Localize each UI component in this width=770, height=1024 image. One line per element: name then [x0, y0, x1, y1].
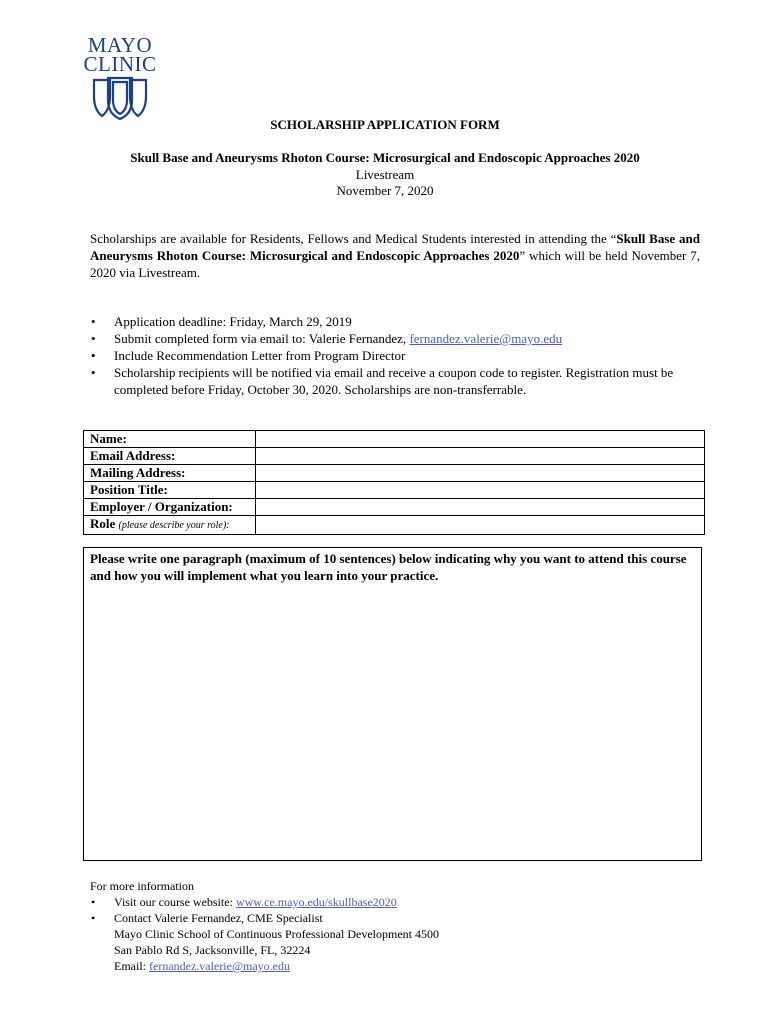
- table-row: [84, 448, 705, 465]
- form-title: SCHOLARSHIP APPLICATION FORM: [270, 117, 500, 132]
- website-label: Visit our course website:: [114, 895, 236, 909]
- role-hint: (please describe your role):: [118, 520, 230, 531]
- contact-school: Mayo Clinic School of Continuous Professional Development 4500: [114, 927, 439, 941]
- logo-line-2: CLINIC: [83, 52, 157, 76]
- course-date: November 7, 2020: [336, 183, 434, 198]
- deadline-text: Application deadline: Friday, March 29, 2019: [114, 314, 352, 329]
- employer-label: Employer / Organization:: [84, 499, 256, 516]
- position-title-label: Position Title:: [84, 482, 256, 499]
- table-row: [84, 482, 705, 499]
- position-title-field[interactable]: [256, 482, 705, 499]
- submit-email-link[interactable]: fernandez.valerie@mayo.edu: [409, 331, 563, 346]
- list-item: [90, 894, 590, 910]
- notify-text: Scholarship recipients will be notified via email and receive a coupon code to register. Registration must be completed before Friday, October 30, 2020. Scholarships are non-transferrable.: [114, 365, 674, 397]
- footer-info: [90, 878, 590, 974]
- email-label: Email Address:: [84, 448, 256, 465]
- logo-text: [82, 33, 158, 76]
- letter-text: Include Recommendation Letter from Program Director: [114, 348, 406, 363]
- contact-block: [114, 910, 590, 974]
- essay-box[interactable]: [83, 547, 702, 861]
- bullet-icon: •: [91, 314, 96, 329]
- name-label: Name:: [84, 431, 256, 448]
- instructions-list: [90, 313, 702, 398]
- bullet-icon: •: [91, 331, 96, 346]
- mailing-address-field[interactable]: [256, 465, 705, 482]
- contact-email: [114, 958, 590, 974]
- logo-line-1: MAYO: [87, 33, 153, 57]
- mayo-clinic-logo: [82, 33, 162, 120]
- table-row: [84, 516, 705, 535]
- course-mode: Livestream: [355, 167, 415, 182]
- submit-text: [114, 330, 702, 347]
- submit-label: Submit completed form via email to: Valerie Fernandez,: [114, 331, 410, 346]
- website-text: [114, 894, 590, 910]
- role-field[interactable]: [256, 516, 705, 535]
- course-website-link[interactable]: www.ce.mayo.edu/skullbase2020: [235, 895, 397, 909]
- list-item: [90, 313, 702, 330]
- table-row: [84, 465, 705, 482]
- table-row: [84, 499, 705, 516]
- shield-icon: [92, 76, 148, 120]
- contact-address: San Pablo Rd S, Jacksonville, FL, 32224: [114, 943, 311, 957]
- mailing-address-label: Mailing Address:: [84, 465, 256, 482]
- contact-name: Contact Valerie Fernandez, CME Specialist: [114, 911, 323, 925]
- intro-before: Scholarships are available for Residents, Fellows and Medical Students interested in attending the “: [90, 231, 617, 246]
- intro-course-name: Skull Base and Aneurysms Rhoton Course: Microsurgical and Endoscopic Approaches 2020: [90, 231, 700, 263]
- email-label-text: Email:: [114, 959, 149, 973]
- bullet-icon: •: [91, 911, 96, 925]
- role-label: [84, 516, 256, 535]
- essay-prompt: Please write one paragraph (maximum of 10 sentences) below indicating why you want to attend this course and how you will implement what you learn into your practice.: [90, 551, 687, 583]
- contact-email-link[interactable]: fernandez.valerie@mayo.edu: [149, 959, 290, 973]
- course-title: Skull Base and Aneurysms Rhoton Course: Microsurgical and Endoscopic Approaches 2020: [130, 150, 640, 165]
- list-item: [90, 330, 702, 347]
- list-item: [90, 347, 702, 364]
- bullet-icon: •: [91, 348, 96, 363]
- applicant-info-table: [83, 430, 705, 535]
- bullet-icon: •: [91, 895, 96, 909]
- intro-paragraph: [90, 230, 700, 281]
- footer-heading: For more information: [90, 879, 194, 893]
- intro-after: ” which will be held November 7, 2020 via Livestream.: [90, 248, 700, 280]
- table-row: [84, 431, 705, 448]
- employer-field[interactable]: [256, 499, 705, 516]
- role-label-text: Role: [90, 516, 116, 531]
- list-item: [90, 364, 702, 398]
- bullet-icon: •: [91, 365, 96, 380]
- email-field[interactable]: [256, 448, 705, 465]
- name-field[interactable]: [256, 431, 705, 448]
- list-item: [90, 910, 590, 974]
